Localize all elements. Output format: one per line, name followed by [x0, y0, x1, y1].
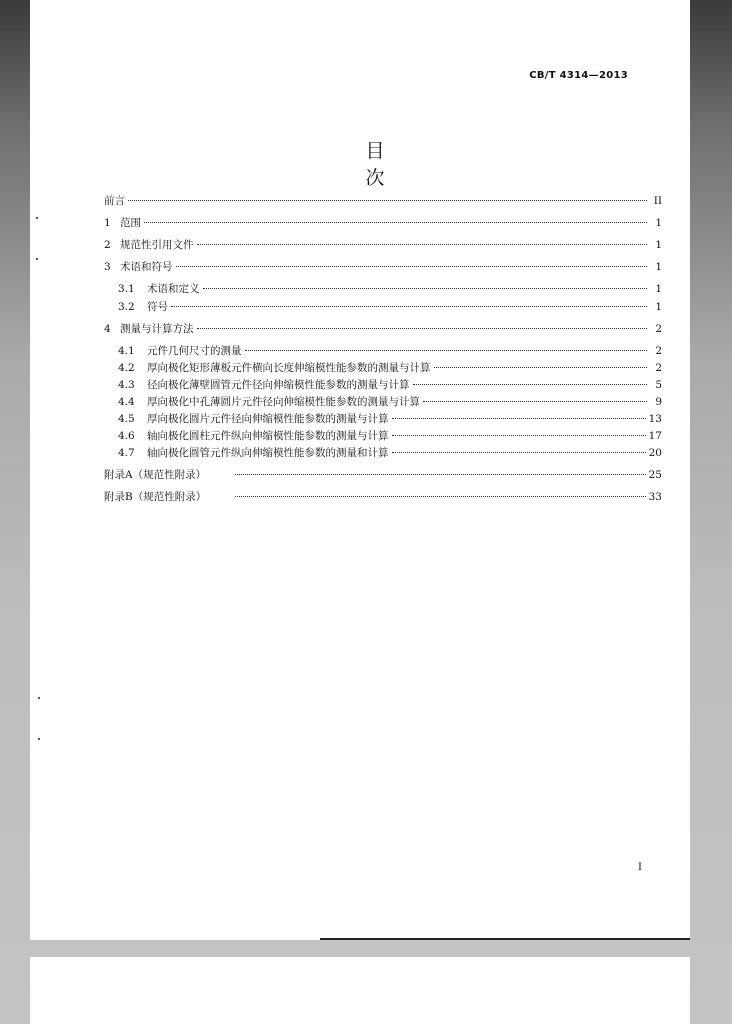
toc-page-number: 33 [648, 491, 662, 503]
toc-entry-4-2[interactable] [104, 359, 662, 377]
toc-number: 2 [104, 239, 111, 251]
toc-label: 厚向极化矩形薄板元件横向长度伸缩模性能参数的测量与计算 [147, 362, 431, 374]
toc-entry-4-4[interactable] [104, 393, 662, 411]
toc-label: 轴向极化圆管元件纵向伸缩模性能参数的测量和计算 [147, 447, 389, 459]
toc-page-number: 1 [655, 261, 662, 273]
toc-label: 附录B（规范性附录） [104, 491, 207, 503]
scan-speck [36, 258, 38, 260]
standard-number: CB/T 4314—2013 [529, 70, 628, 81]
toc-leader [235, 496, 646, 497]
toc-number: 3.2 [118, 301, 135, 313]
toc-leader [235, 474, 646, 475]
toc-leader [128, 200, 647, 201]
toc-entry-4-3[interactable] [104, 376, 662, 394]
toc-entry-4[interactable] [104, 320, 662, 338]
toc-number: 4.4 [118, 396, 135, 408]
toc-label: 术语和定义 [147, 283, 200, 295]
toc-leader [245, 350, 648, 351]
toc-leader [434, 367, 648, 368]
toc-leader [197, 328, 648, 329]
toc-entry-3-2[interactable] [104, 298, 662, 316]
toc-label: 前言 [104, 195, 125, 207]
toc-number: 4.5 [118, 413, 135, 425]
toc-entry-4-7[interactable] [104, 444, 662, 462]
toc-leader [392, 435, 646, 436]
toc-page-number: 1 [655, 283, 662, 295]
toc-label: 厚向极化中孔薄圆片元件径向伸缩模性能参数的测量与计算 [147, 396, 420, 408]
toc-entry-4-1[interactable] [104, 342, 662, 360]
scan-speck [38, 697, 40, 699]
toc-page-number: 1 [655, 217, 662, 229]
toc-leader [197, 244, 648, 245]
toc-leader [413, 384, 648, 385]
toc-entry-1[interactable] [104, 214, 662, 232]
toc-number: 4.3 [118, 379, 135, 391]
toc-number: 4 [104, 323, 111, 335]
toc-entry-foreword[interactable] [104, 192, 662, 210]
toc-leader [423, 401, 647, 402]
toc-label: 范围 [120, 217, 141, 229]
toc-page-number: 17 [648, 430, 662, 442]
toc-number: 4.1 [118, 345, 135, 357]
toc-leader [176, 266, 648, 267]
toc-entry-4-5[interactable] [104, 410, 662, 428]
page-bottom-edge [320, 938, 690, 940]
toc-number: 3.1 [118, 283, 135, 295]
document-page [30, 0, 690, 940]
toc-leader [144, 222, 647, 223]
toc-number: 4.7 [118, 447, 135, 459]
toc-entry-4-6[interactable] [104, 427, 662, 445]
toc-page-number: 25 [648, 469, 662, 481]
toc-number: 1 [104, 217, 111, 229]
toc-label: 符号 [147, 301, 168, 313]
toc-entry-appendix-b[interactable] [104, 488, 662, 506]
page-number: I [638, 862, 642, 873]
scan-speck [36, 217, 38, 219]
toc-number: 3 [104, 261, 111, 273]
toc-page-number: 20 [648, 447, 662, 459]
toc-entry-3[interactable] [104, 258, 662, 276]
toc-label: 元件几何尺寸的测量 [147, 345, 242, 357]
toc-page-number: 2 [655, 362, 662, 374]
toc-number: 4.2 [118, 362, 135, 374]
toc-page-number: 9 [655, 396, 662, 408]
toc-entry-appendix-a[interactable] [104, 466, 662, 484]
scan-speck [38, 738, 40, 740]
toc-number: 4.6 [118, 430, 135, 442]
page-title: 目 次 [365, 140, 415, 189]
toc-entry-2[interactable] [104, 236, 662, 254]
toc-page-number: 5 [655, 379, 662, 391]
toc-label: 规范性引用文件 [120, 239, 194, 251]
toc-label: 径向极化薄壁圆管元件径向伸缩模性能参数的测量与计算 [147, 379, 410, 391]
toc-page-number: 2 [655, 345, 662, 357]
toc-label: 测量与计算方法 [120, 323, 194, 335]
toc-label: 术语和符号 [120, 261, 173, 273]
toc-leader [203, 288, 648, 289]
toc-leader [171, 306, 647, 307]
toc-page-number: 13 [648, 413, 662, 425]
toc-page-number: II [653, 195, 662, 207]
next-page [30, 957, 690, 1024]
toc-leader [392, 452, 646, 453]
toc-entry-3-1[interactable] [104, 280, 662, 298]
toc-label: 附录A（规范性附录） [104, 469, 207, 481]
toc-page-number: 2 [655, 323, 662, 335]
toc-label: 厚向极化圆片元件径向伸缩模性能参数的测量与计算 [147, 413, 389, 425]
toc-leader [392, 418, 646, 419]
toc-label: 轴向极化圆柱元件纵向伸缩模性能参数的测量与计算 [147, 430, 389, 442]
toc-page-number: 1 [655, 301, 662, 313]
toc-page-number: 1 [655, 239, 662, 251]
